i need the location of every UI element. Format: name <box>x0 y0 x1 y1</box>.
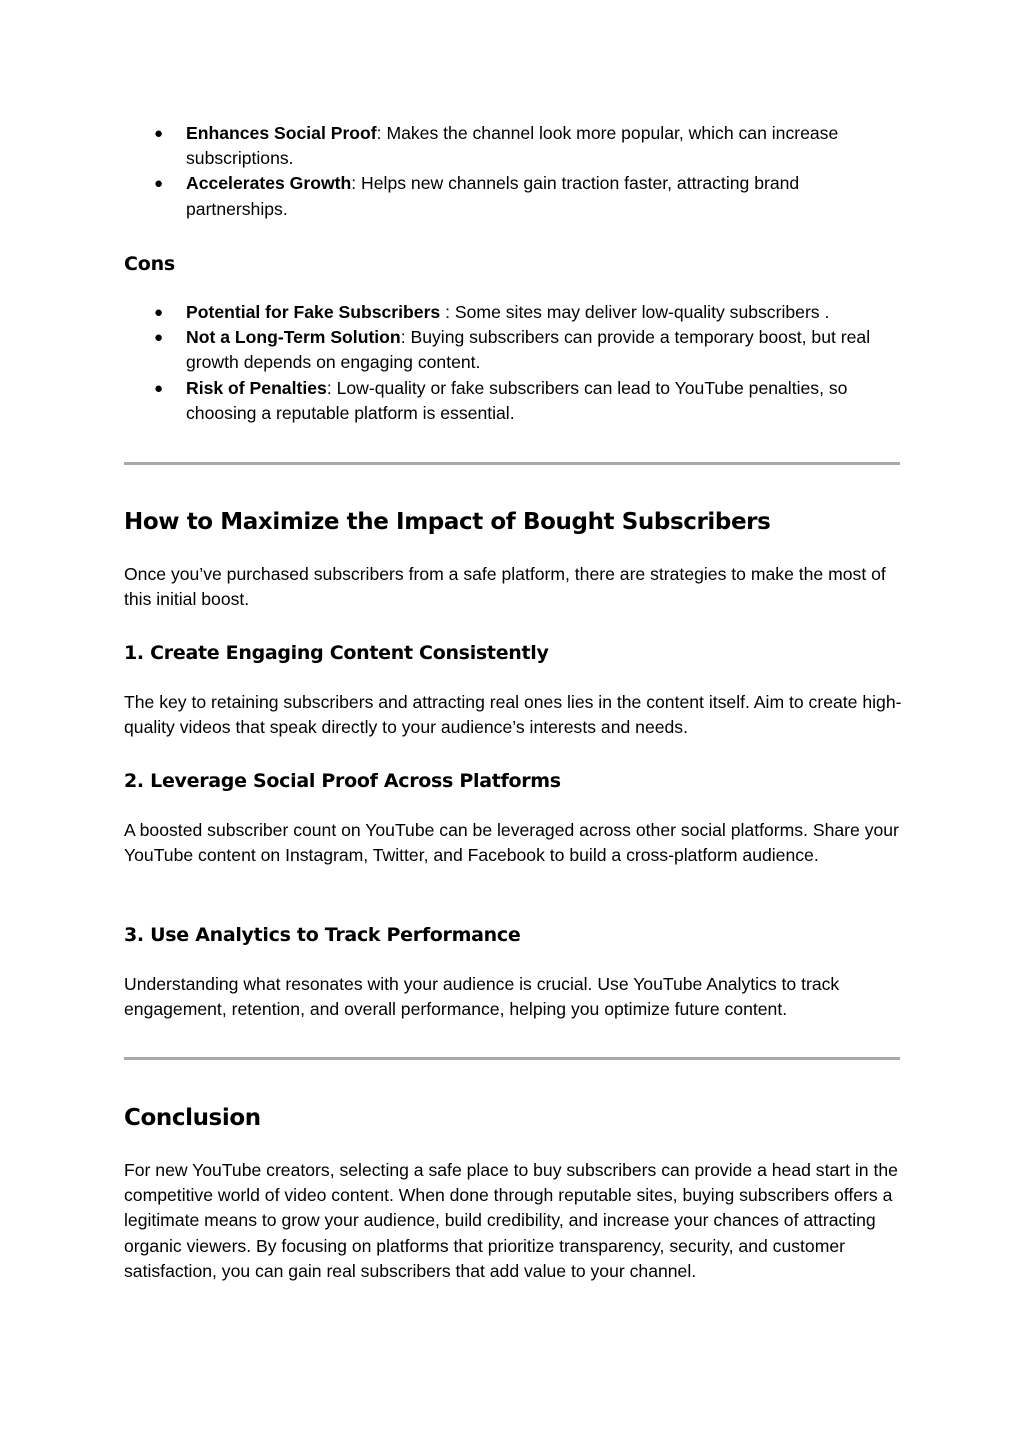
step-3-heading: 3. Use Analytics to Track Performance <box>124 924 521 946</box>
list-item-text: Low-quality or fake subscribers can lead to YouTube penalties, so choosing a reputable platform is essential. <box>186 377 848 423</box>
conclusion-text: For new YouTube creators, selecting a safe place to buy subscribers can provide a head start in the competitive world of video content. When done through reputable sites, buying subscribers offers a legitimate means to grow your audience, build credibility, and increase your chances of attracting organic viewers. By focusing on platforms that prioritize transparency, security, and customer satisfaction, you can gain real subscribers that add value to your channel. <box>124 1160 898 1281</box>
list-item-text: Helps new channels gain traction faster, attracting brand partnerships. <box>186 173 800 219</box>
list-item-separator: : <box>440 302 455 322</box>
list-item <box>124 325 902 375</box>
conclusion-heading: Conclusion <box>124 1105 261 1131</box>
step-2-text: A boosted subscriber count on YouTube can be leveraged across other social platforms. Share your YouTube content on Instagram, Twitter, and Facebook to build a cross-platform audience. <box>124 820 899 866</box>
list-item-text: Some sites may deliver low-quality subscribers . <box>454 302 830 322</box>
list-item-separator: : <box>326 377 337 398</box>
list-item <box>124 376 902 426</box>
list-item-text: Buying subscribers can provide a temporary boost, but real growth depends on engaging content. <box>186 327 871 373</box>
bullet-icon: ● <box>154 329 164 347</box>
list-item <box>124 300 902 325</box>
list-item-term: Enhances Social Proof <box>186 123 377 143</box>
pros-list <box>124 121 902 222</box>
cons-list <box>124 300 902 426</box>
section-divider <box>124 462 900 465</box>
list-item-separator: : <box>400 327 411 348</box>
list-item-term: Not a Long-Term Solution <box>186 327 401 348</box>
list-item-separator: : <box>351 173 362 194</box>
step-2-heading: 2. Leverage Social Proof Across Platforms <box>124 770 561 792</box>
list-item-text: Makes the channel look more popular, which can increase subscriptions. <box>186 123 839 169</box>
maximize-intro: Once you’ve purchased subscribers from a safe platform, there are strategies to make the most of this initial boost. <box>124 564 886 610</box>
section-divider <box>124 1057 900 1060</box>
step-3-text: Understanding what resonates with your audience is crucial. Use YouTube Analytics to track engagement, retention, and overall performance, helping you optimize future content. <box>124 974 840 1020</box>
step-1-text: The key to retaining subscribers and attracting real ones lies in the content itself. Aim to create high-quality videos that speak directly to your audience’s interests and needs. <box>124 692 902 738</box>
list-item <box>124 121 902 171</box>
maximize-heading: How to Maximize the Impact of Bought Subscribers <box>124 509 771 535</box>
bullet-icon: ● <box>154 379 164 397</box>
list-item-term: Potential for Fake Subscribers <box>186 302 441 322</box>
bullet-icon: ● <box>154 125 164 142</box>
list-item-term: Risk of Penalties <box>186 377 327 398</box>
cons-heading: Cons <box>124 253 176 275</box>
bullet-icon: ● <box>154 304 164 321</box>
list-item-term: Accelerates Growth <box>186 173 352 194</box>
bullet-icon: ● <box>154 175 164 193</box>
list-item-separator: : <box>376 123 387 143</box>
list-item <box>124 171 902 221</box>
step-1-heading: 1. Create Engaging Content Consistently <box>124 642 549 664</box>
